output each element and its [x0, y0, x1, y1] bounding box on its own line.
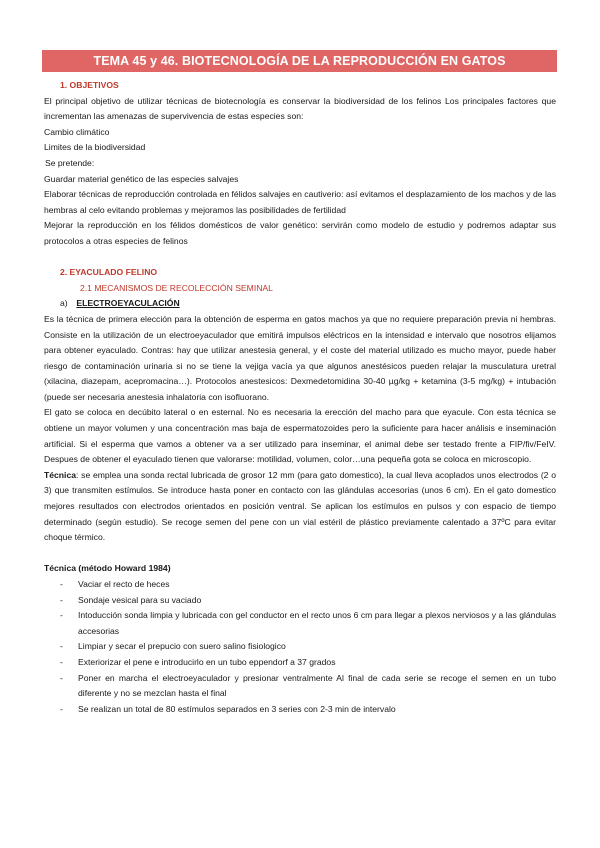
- list-item: - Exteriorizar el pene e introducirlo en un tubo eppendorf a 37 grados: [60, 656, 336, 667]
- section-heading-objetivos: 1. OBJETIVOS: [60, 80, 119, 90]
- item-marker: a): [60, 298, 68, 309]
- list-item: - Intoducción sonda limpia y lubricada con gel conductor en el recto unos 6 cm para llegar a plexos nerviosos y a las glándulas accesorias: [60, 610, 556, 636]
- list-item: - Limpiar y secar el prepucio con suero salino fisiologico: [60, 641, 286, 652]
- goal-item: Elaborar técnicas de reproducción controlada en félidos salvajes en cautiverio: así evitamos el desplazamiento de los machos y de las hembras al celo evitando problemas y mejoramos las posibilidades de fertilidad: [44, 189, 556, 215]
- pretende-label: Se pretende:: [45, 157, 95, 168]
- paragraph: [44, 468, 556, 546]
- paragraph: Es la técnica de primera elección para la obtención de esperma en gatos machos ya que no requiere preparación previa ni hembras. Consiste en la utilización de un electroeyaculador que emitirá impulsos eléctricos en la intensidad e intervalo que nosotros elijamos para obtener eyaculado. Contras: hay que utilizar anestesia general, y el coste del material utilizado es mucho mayor, puede haber riesgo de contaminación urinaria si no se tiene la vejiga vacía ya que algunos anestésicos pueden relajar la musculatura uretral (xilacina, diazepam, acepromacina…). Protocolos anestesicos: Dexmedetomidina 30-40 µg/kg + ketamina (3-5 mg/kg) + intubación (puede ser necesaria anestesia inhalatoria con isofluorano.: [44, 313, 556, 402]
- document-body: [44, 78, 556, 717]
- goal-item: Guardar material genético de las especies salvajes: [44, 173, 239, 184]
- method-heading: Técnica (método Howard 1984): [44, 563, 171, 574]
- document-title: TEMA 45 y 46. BIOTECNOLOGÍA DE LA REPRODUCCIÓN EN GATOS: [42, 50, 557, 72]
- tecnica-label: Técnica: [44, 469, 77, 480]
- section-heading-eyaculado: 2. EYACULADO FELINO: [60, 267, 158, 278]
- tecnica-text: : se emplea una sonda rectal lubricada de grosor 12 mm (para gato domestico), la cual lleva acoplados unos electrodos (2 o 3) que transmiten estímulos. Se introduce hasta poner en contacto con las glándulas accesorias (unos 6 cm). En el gato domestico mejores resultados con electrodos orientados en posición ventral. Se aplican los estímulos en pulsos y con espacio de tiempo determinado (según estudio). Se recoge semen del pene con un vial estéril de plástico previamente calentado a 37ºC para evitar choque térmico.: [44, 469, 556, 543]
- goal-item: Mejorar la reproducción en los félidos domésticos de valor genético: servirán como modelo de estudio y podremos adaptar sus protocolos a otras especies de felinos: [44, 220, 556, 246]
- list-item: - Vaciar el recto de heces: [60, 579, 170, 589]
- item-heading: [44, 296, 556, 312]
- list-item: - Se realizan un total de 80 estímulos separados en 3 series con 2-3 min de intervalo: [60, 703, 396, 714]
- steps-list: [44, 577, 556, 717]
- paragraph: El gato se coloca en decúbito lateral o en esternal. No es necesaria la erección del macho para que eyacule. Con esta técnica se obtiene un mayor volumen y una concentración mas baja de espermatozoides pero la suficiente para hacer análisis e inseminación artificial. Si el esperma que vamos a obtener va a ser utilizado para inseminar, el animal debe ser testado frente a FIP/fiv/FeIV. Despues de obtener el eyaculado tienen que valorarse: motilidad, volumen, color…una pequeña gota se coloca en microscopio.: [44, 407, 556, 465]
- threat-item: Limites de la biodiversidad: [44, 142, 146, 153]
- objetivos-intro: El principal objetivo de utilizar técnicas de biotecnología es conservar la biodiversidad de los felinos Los principales factores que incrementan las amenazas de supervivencia de estas especies son:: [44, 95, 556, 122]
- list-item: - Poner en marcha el electroeyaculador y presionar ventralmente Al final de cada serie se recoge el semen en un tubo diferente y no se mezclan hasta el final: [60, 672, 556, 699]
- list-item: - Sondaje vesical para su vaciado: [60, 594, 202, 605]
- item-title: ELECTROEYACULACIÓN: [76, 298, 180, 309]
- threat-item: Cambio climático: [44, 126, 110, 137]
- subsection-heading: 2.1 MECANISMOS DE RECOLECCIÓN SEMINAL: [80, 282, 273, 293]
